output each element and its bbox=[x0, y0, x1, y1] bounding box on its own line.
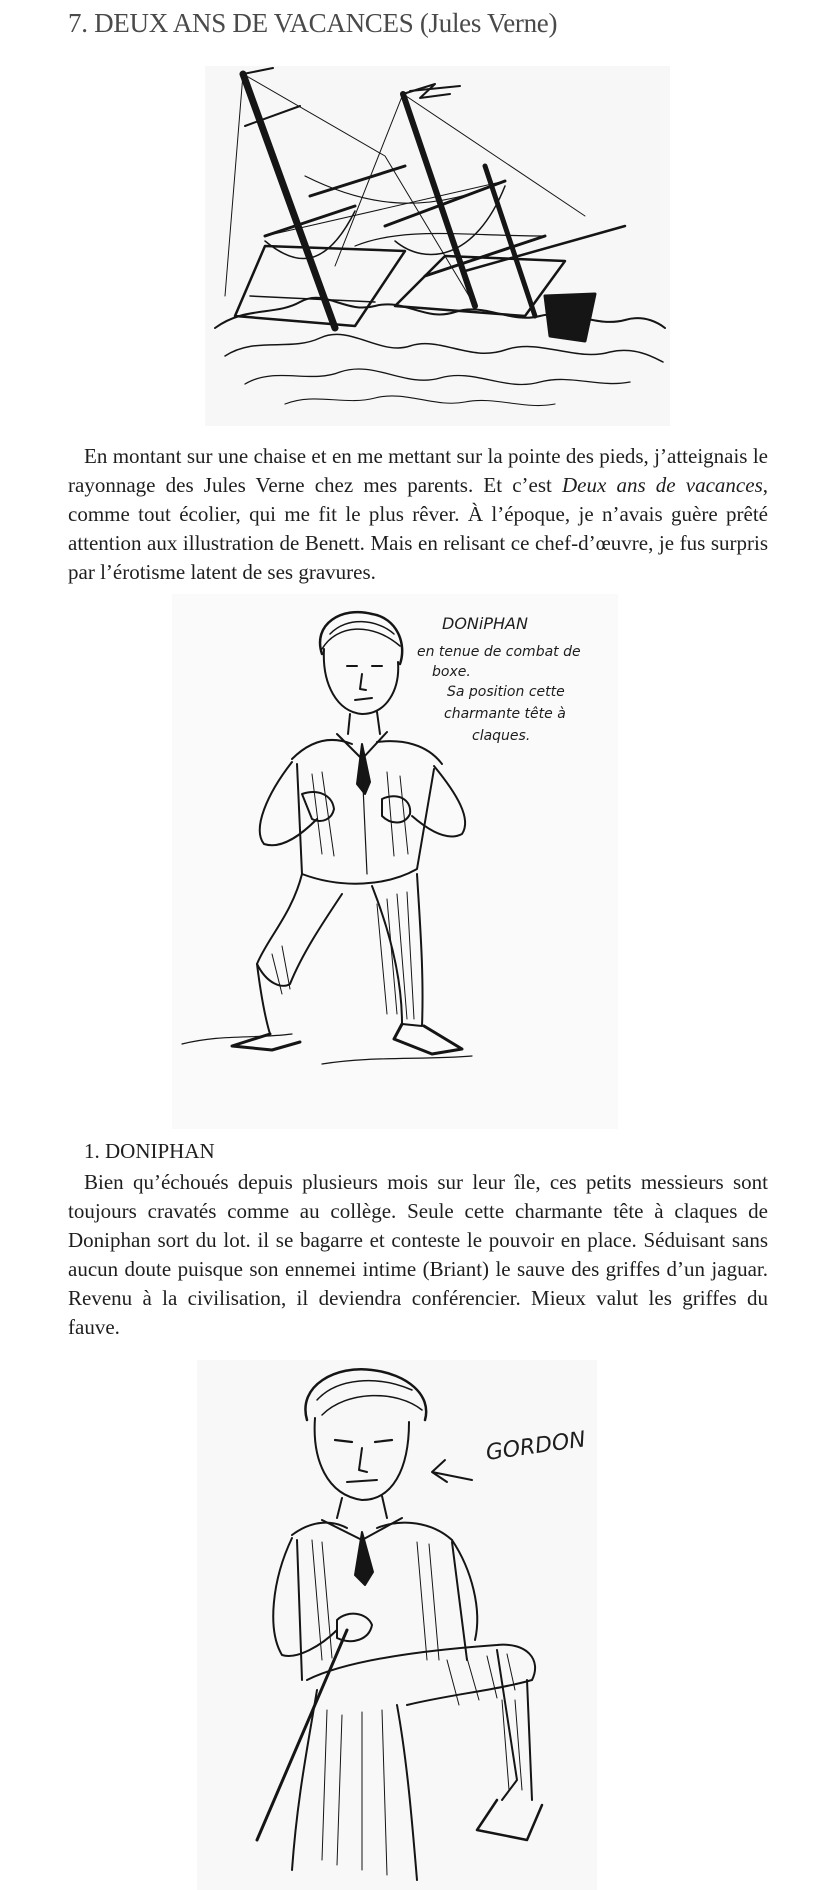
doniphan-illustration bbox=[172, 594, 618, 1129]
svg-text:DONiPHAN: DONiPHAN bbox=[442, 614, 528, 633]
gordon-sketch-icon bbox=[197, 1360, 597, 1890]
chapter-title: 7. DEUX ANS DE VACANCES (Jules Verne) bbox=[68, 8, 558, 38]
doniphan-sketch-icon bbox=[172, 594, 618, 1129]
shipwreck-illustration bbox=[205, 66, 670, 426]
section-heading-doniphan: 1. DONIPHAN bbox=[84, 1139, 215, 1163]
svg-text:charmante tête à: charmante tête à bbox=[444, 706, 566, 722]
shipwreck-drawing-icon bbox=[205, 66, 670, 426]
intro-paragraph bbox=[68, 442, 768, 587]
intro-text-part-1: En montant sur une chaise et en me mettant sur la pointe des pieds, j’atteignais le rayonnage des Jules Verne chez mes parents. Et c’est bbox=[68, 444, 768, 497]
book-title-italic: Deux ans de vacances bbox=[562, 473, 763, 497]
intro-text-part-2: , comme tout écolier, qui me fit le plus rêver. À l’époque, je n’avais guère prêté attention aux illustration de Benett. Mais en relisant ce chef-d’œuvre, je fus surpris par l’érotisme latent de ses gravures. bbox=[68, 473, 768, 584]
gordon-annotation: GORDON bbox=[484, 1427, 588, 1466]
svg-text:en tenue de combat de: en tenue de combat de bbox=[417, 644, 581, 660]
svg-text:boxe.: boxe. bbox=[432, 664, 471, 680]
svg-text:Sa position cette: Sa position cette bbox=[447, 684, 565, 700]
doniphan-annotation bbox=[417, 614, 581, 744]
doniphan-paragraph: Bien qu’échoués depuis plusieurs mois sur leur île, ces petits messieurs sont toujours cravatés comme au collège. Seule cette charmante tête à claques de Doniphan sort du lot. il se bagarre et conteste le pouvoir en place. Séduisant sans aucun doute puisque son ennemei intime (Briant) le sauve des griffes d’un jaguar. Revenu à la civilisation, il deviendra conférencier. Mieux valut les griffes du fauve. bbox=[68, 1170, 768, 1339]
svg-text:claques.: claques. bbox=[472, 728, 531, 744]
gordon-illustration bbox=[197, 1360, 597, 1890]
